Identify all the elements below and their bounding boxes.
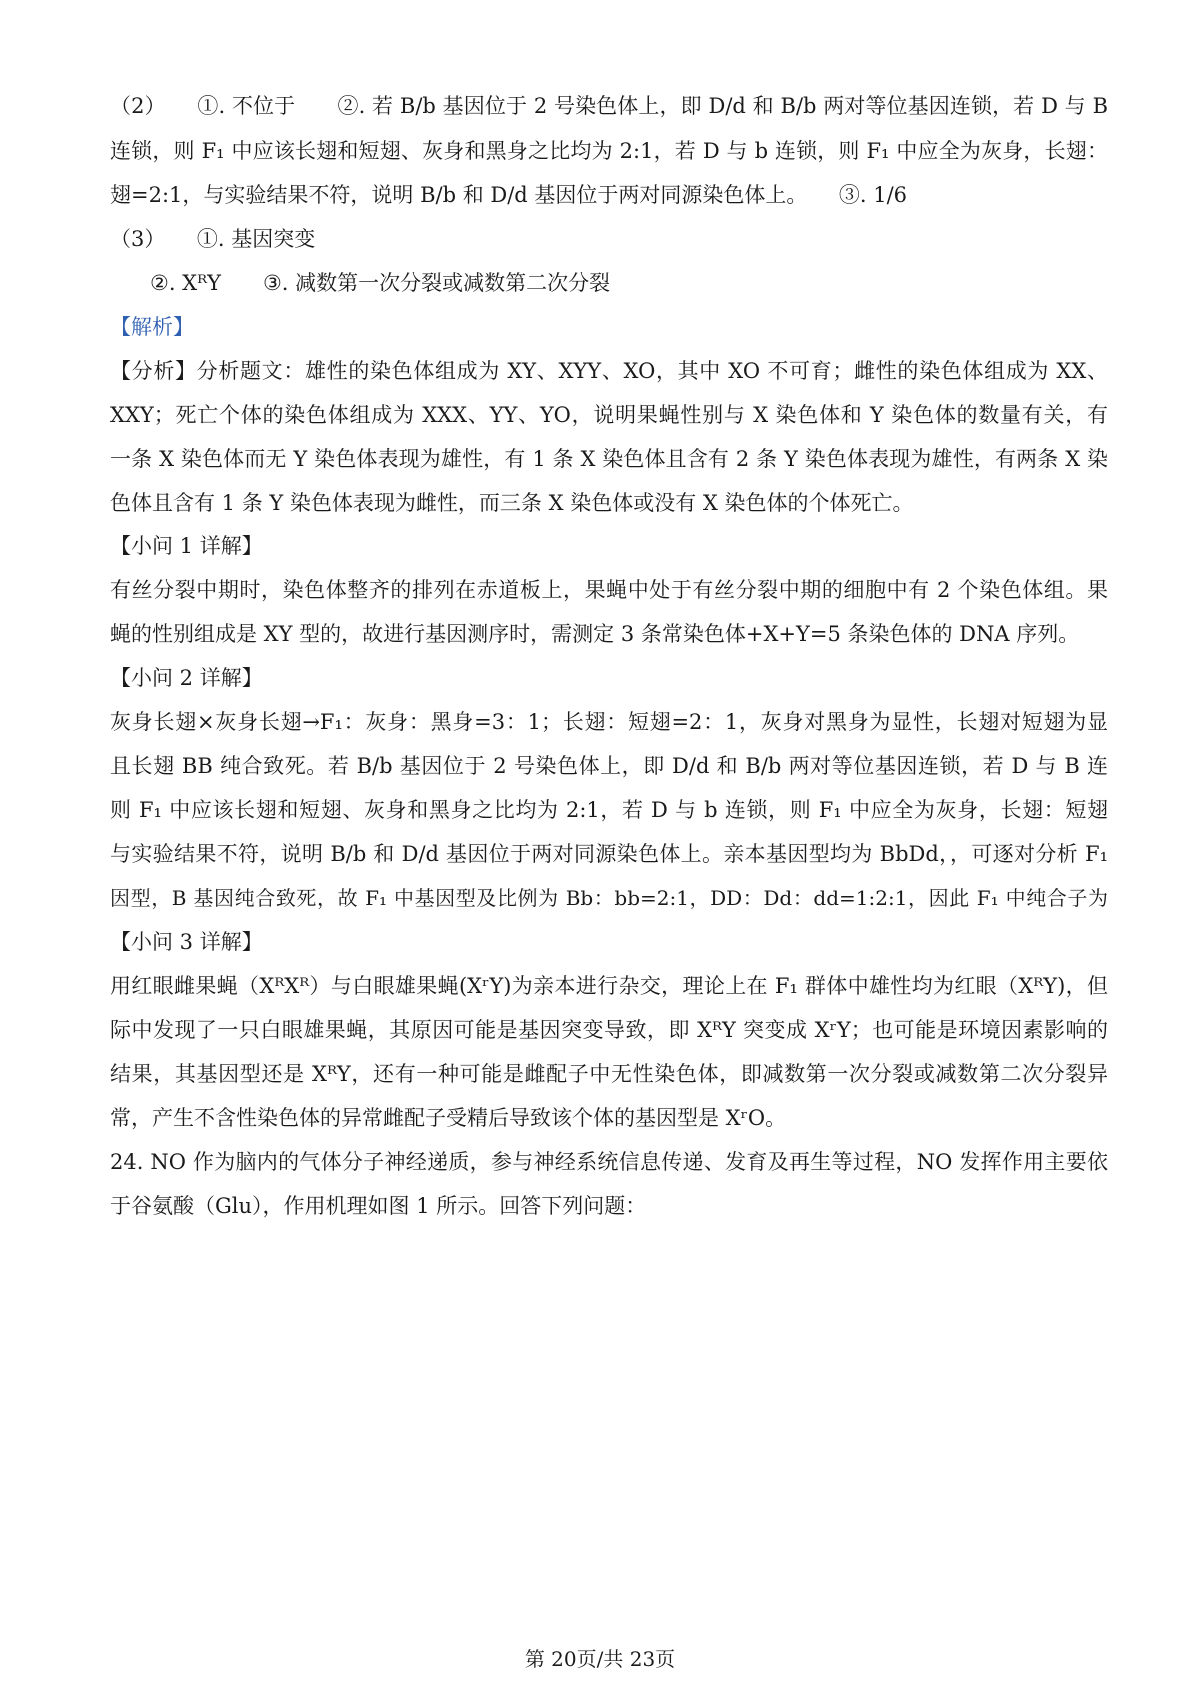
subquestion3-heading: 【小问 3 详解】 <box>110 930 263 954</box>
subquestion1-line: 蝇的性别组成是 XY 型的，故进行基因测序时，需测定 3 条常染色体+X+Y=5 条染色体的 DNA 序列。 <box>110 622 1080 646</box>
question24-line: 于谷氨酸（Glu），作用机理如图 1 所示。回答下列问题： <box>110 1194 647 1218</box>
subquestion3-line: 常，产生不含性染色体的异常雌配子受精后导致该个体的基因型是 XʳO。 <box>110 1106 787 1130</box>
question24-line: 24. NO 作为脑内的气体分子神经递质，参与神经系统信息传递、发育及再生等过程，NO 发挥作用主要依 <box>110 1150 1108 1174</box>
subquestion2-line: 灰身长翅×灰身长翅→F₁：灰身：黑身=3：1；长翅：短翅=2：1，灰身对黑身为显性，长翅对短翅为显 <box>110 710 1108 734</box>
answer-part3-line: ②. XᴿY ③. 减数第一次分裂或减数第二次分裂 <box>150 271 611 295</box>
analysis-line: 色体且含有 1 条 Y 染色体表现为雌性，而三条 X 染色体或没有 X 染色体的个体死亡。 <box>110 491 914 515</box>
answer-part2-line: （2） ①. 不位于 ②. 若 B/b 基因位于 2 号染色体上，即 D/d 和 B/b 两对等位基因连锁，若 D 与 B <box>110 94 1108 118</box>
subquestion2-line: 与实验结果不符，说明 B/b 和 D/d 基因位于两对同源染色体上。亲本基因型均为 BbDd，，可逐对分析 F₁ <box>110 842 1108 866</box>
subquestion2-line: 且长翅 BB 纯合致死。若 B/b 基因位于 2 号染色体上，即 D/d 和 B/b 两对等位基因连锁，若 D 与 B 连 <box>110 754 1108 778</box>
subquestion1-line: 有丝分裂中期时，染色体整齐的排列在赤道板上，果蝇中处于有丝分裂中期的细胞中有 2 个染色体组。果 <box>110 578 1108 602</box>
answer-part2-line: 连锁，则 F₁ 中应该长翅和短翅、灰身和黑身之比均为 2:1，若 D 与 b 连锁，则 F₁ 中应全为灰身，长翅： <box>110 139 1108 163</box>
subquestion3-line: 际中发现了一只白眼雄果蝇，其原因可能是基因突变导致，即 XᴿY 突变成 XʳY；也可能是环境因素影响的 <box>110 1018 1108 1042</box>
subquestion2-heading: 【小问 2 详解】 <box>110 666 263 690</box>
subquestion3-line: 结果，其基因型还是 XᴿY，还有一种可能是雌配子中无性染色体，即减数第一次分裂或减数第二次分裂异 <box>110 1062 1108 1086</box>
subquestion1-heading: 【小问 1 详解】 <box>110 534 263 558</box>
subquestion2-line: 则 F₁ 中应该长翅和短翅、灰身和黑身之比均为 2:1，若 D 与 b 连锁，则 F₁ 中应全为灰身，长翅：短翅 <box>110 798 1108 822</box>
analysis-line: XXY；死亡个体的染色体组成为 XXX、YY、YO，说明果蝇性别与 X 染色体和 Y 染色体的数量有关，有 <box>110 403 1108 427</box>
analysis-line: 一条 X 染色体而无 Y 染色体表现为雄性，有 1 条 X 染色体且含有 2 条 Y 染色体表现为雄性，有两条 X 染 <box>110 447 1108 471</box>
analysis-line: 【分析】分析题文：雄性的染色体组成为 XY、XYY、XO，其中 XO 不可育；雌性的染色体组成为 XX、 <box>110 359 1108 383</box>
answer-part2-line: 翅=2:1，与实验结果不符，说明 B/b 和 D/d 基因位于两对同源染色体上。 ③. 1/6 <box>110 183 908 207</box>
page-footer: 第 20页/共 23页 <box>524 1647 676 1671</box>
answer-part3-line: （3） ①. 基因突变 <box>110 227 316 251</box>
analysis-label: 【解析】 <box>110 315 194 339</box>
subquestion3-line: 用红眼雌果蝇（XᴿXᴿ）与白眼雄果蝇(XʳY)为亲本进行杂交，理论上在 F₁ 群体中雄性均为红眼（XᴿY)，但 <box>110 974 1108 998</box>
subquestion2-line: 因型，B 基因纯合致死，故 F₁ 中基因型及比例为 Bb：bb=2:1，DD：Dd：dd=1:2:1，因此 F₁ 中纯合子为 <box>110 886 1108 910</box>
